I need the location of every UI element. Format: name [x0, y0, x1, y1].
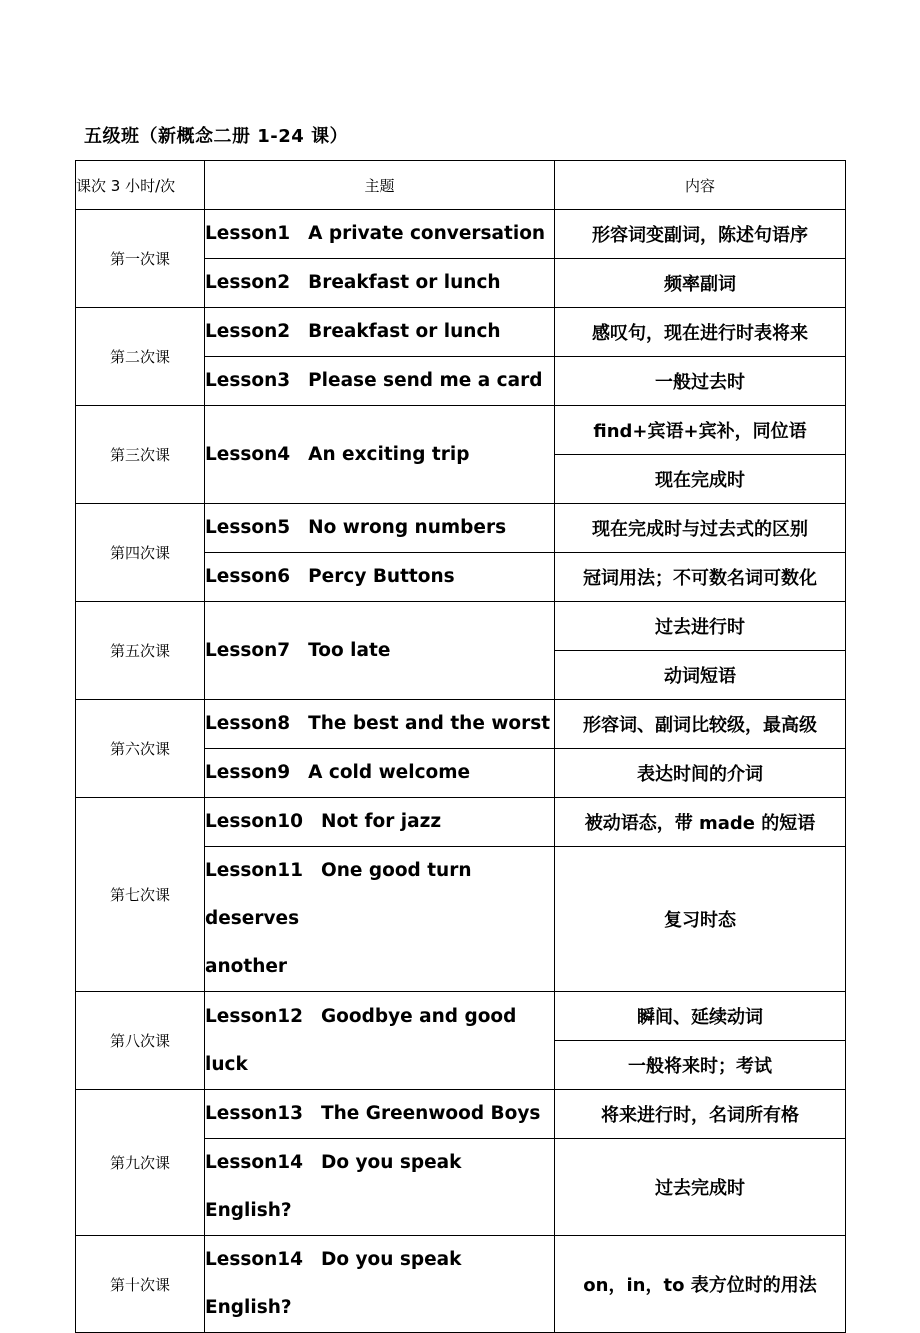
table-row — [76, 700, 846, 749]
content-cell: 现在完成时与过去式的区别 — [555, 504, 846, 553]
lesson-number: Lesson13 — [205, 1103, 303, 1124]
content-cell: 表达时间的介词 — [555, 749, 846, 798]
lesson-number: Lesson5 — [205, 517, 291, 538]
lesson-title: Do you speak English? — [205, 1249, 462, 1318]
content-cell: 将来进行时，名词所有格 — [555, 1090, 846, 1139]
table-header-row — [76, 161, 846, 210]
lesson-cell — [205, 847, 555, 992]
lesson-title: Breakfast or lunch — [308, 272, 501, 293]
session-label: 第十次课 — [76, 1236, 205, 1333]
page-title: 五级班（新概念二册 1-24 课） — [84, 126, 349, 147]
content-cell: 一般将来时；考试 — [555, 1041, 846, 1090]
lesson-number: Lesson2 — [205, 321, 291, 342]
lesson-cell — [205, 1236, 555, 1333]
lesson-number: Lesson7 — [205, 639, 291, 661]
lesson-cell — [205, 798, 555, 847]
lesson-title: A cold welcome — [308, 762, 471, 783]
session-label: 第五次课 — [76, 602, 205, 700]
content-cell: 被动语态，带 made 的短语 — [555, 798, 846, 847]
lesson-number: Lesson3 — [205, 370, 291, 391]
content-cell: 复习时态 — [555, 847, 846, 992]
table-row — [76, 602, 846, 651]
lesson-cell — [205, 210, 555, 259]
content-cell: 现在完成时 — [555, 455, 846, 504]
content-cell: 形容词变副词，陈述句语序 — [555, 210, 846, 259]
table-row — [76, 1090, 846, 1139]
lesson-title: Goodbye and good luck — [205, 1005, 517, 1075]
session-label: 第六次课 — [76, 700, 205, 798]
lesson-cell — [205, 700, 555, 749]
lesson-number: Lesson1 — [205, 223, 291, 244]
lesson-title-continued: another — [205, 956, 288, 977]
session-label: 第九次课 — [76, 1090, 205, 1236]
lesson-cell — [205, 308, 555, 357]
lesson-cell — [205, 1090, 555, 1139]
content-cell: 形容词、副词比较级，最高级 — [555, 700, 846, 749]
table-row — [76, 210, 846, 259]
lesson-cell — [205, 992, 555, 1090]
lesson-number: Lesson10 — [205, 811, 303, 832]
lesson-title: The Greenwood Boys — [320, 1103, 541, 1124]
table-row — [76, 798, 846, 847]
content-cell: 感叹句，现在进行时表将来 — [555, 308, 846, 357]
lesson-title: An exciting trip — [308, 443, 470, 465]
lesson-title: One good turn deserves — [205, 860, 472, 929]
content-cell: 过去进行时 — [555, 602, 846, 651]
header-content: 内容 — [555, 161, 846, 210]
lesson-number: Lesson8 — [205, 713, 291, 734]
lesson-number: Lesson11 — [205, 860, 303, 881]
lesson-number: Lesson14 — [205, 1152, 303, 1173]
table-row — [76, 1236, 846, 1333]
lesson-cell — [205, 1139, 555, 1236]
lesson-title: No wrong numbers — [308, 517, 507, 538]
content-cell: 频率副词 — [555, 259, 846, 308]
lesson-cell — [205, 357, 555, 406]
lesson-title: Not for jazz — [320, 811, 442, 832]
lesson-number: Lesson9 — [205, 762, 291, 783]
content-cell: 瞬间、延续动词 — [555, 992, 846, 1041]
session-label: 第四次课 — [76, 504, 205, 602]
content-cell: 过去完成时 — [555, 1139, 846, 1236]
lesson-cell — [205, 259, 555, 308]
lesson-title: Do you speak English? — [205, 1152, 462, 1221]
lesson-number: Lesson4 — [205, 443, 291, 465]
session-label: 第七次课 — [76, 798, 205, 992]
content-cell: find+宾语+宾补，同位语 — [555, 406, 846, 455]
header-session: 课次 3 小时/次 — [76, 161, 205, 210]
content-cell: 一般过去时 — [555, 357, 846, 406]
lesson-title: Please send me a card — [308, 370, 543, 391]
lesson-cell — [205, 602, 555, 700]
session-label: 第一次课 — [76, 210, 205, 308]
table-row — [76, 308, 846, 357]
lesson-title: Breakfast or lunch — [308, 321, 501, 342]
session-label: 第二次课 — [76, 308, 205, 406]
table-row — [76, 992, 846, 1041]
table-row — [76, 406, 846, 455]
lesson-cell — [205, 749, 555, 798]
lesson-number: Lesson6 — [205, 566, 291, 587]
lesson-number: Lesson2 — [205, 272, 291, 293]
content-cell: 冠词用法；不可数名词可数化 — [555, 553, 846, 602]
session-label: 第八次课 — [76, 992, 205, 1090]
lesson-title: Percy Buttons — [308, 566, 455, 587]
lesson-cell — [205, 504, 555, 553]
lesson-title: The best and the worst — [308, 713, 551, 734]
table-row — [76, 504, 846, 553]
lesson-title: Too late — [308, 639, 391, 661]
lesson-number: Lesson14 — [205, 1249, 303, 1270]
lesson-cell — [205, 553, 555, 602]
content-cell: on，in，to 表方位时的用法 — [555, 1236, 846, 1333]
lesson-number: Lesson12 — [205, 1005, 303, 1027]
header-topic: 主题 — [205, 161, 555, 210]
course-schedule-table — [75, 160, 846, 1333]
lesson-cell — [205, 406, 555, 504]
lesson-title: A private conversation — [308, 223, 546, 244]
content-cell: 动词短语 — [555, 651, 846, 700]
session-label: 第三次课 — [76, 406, 205, 504]
